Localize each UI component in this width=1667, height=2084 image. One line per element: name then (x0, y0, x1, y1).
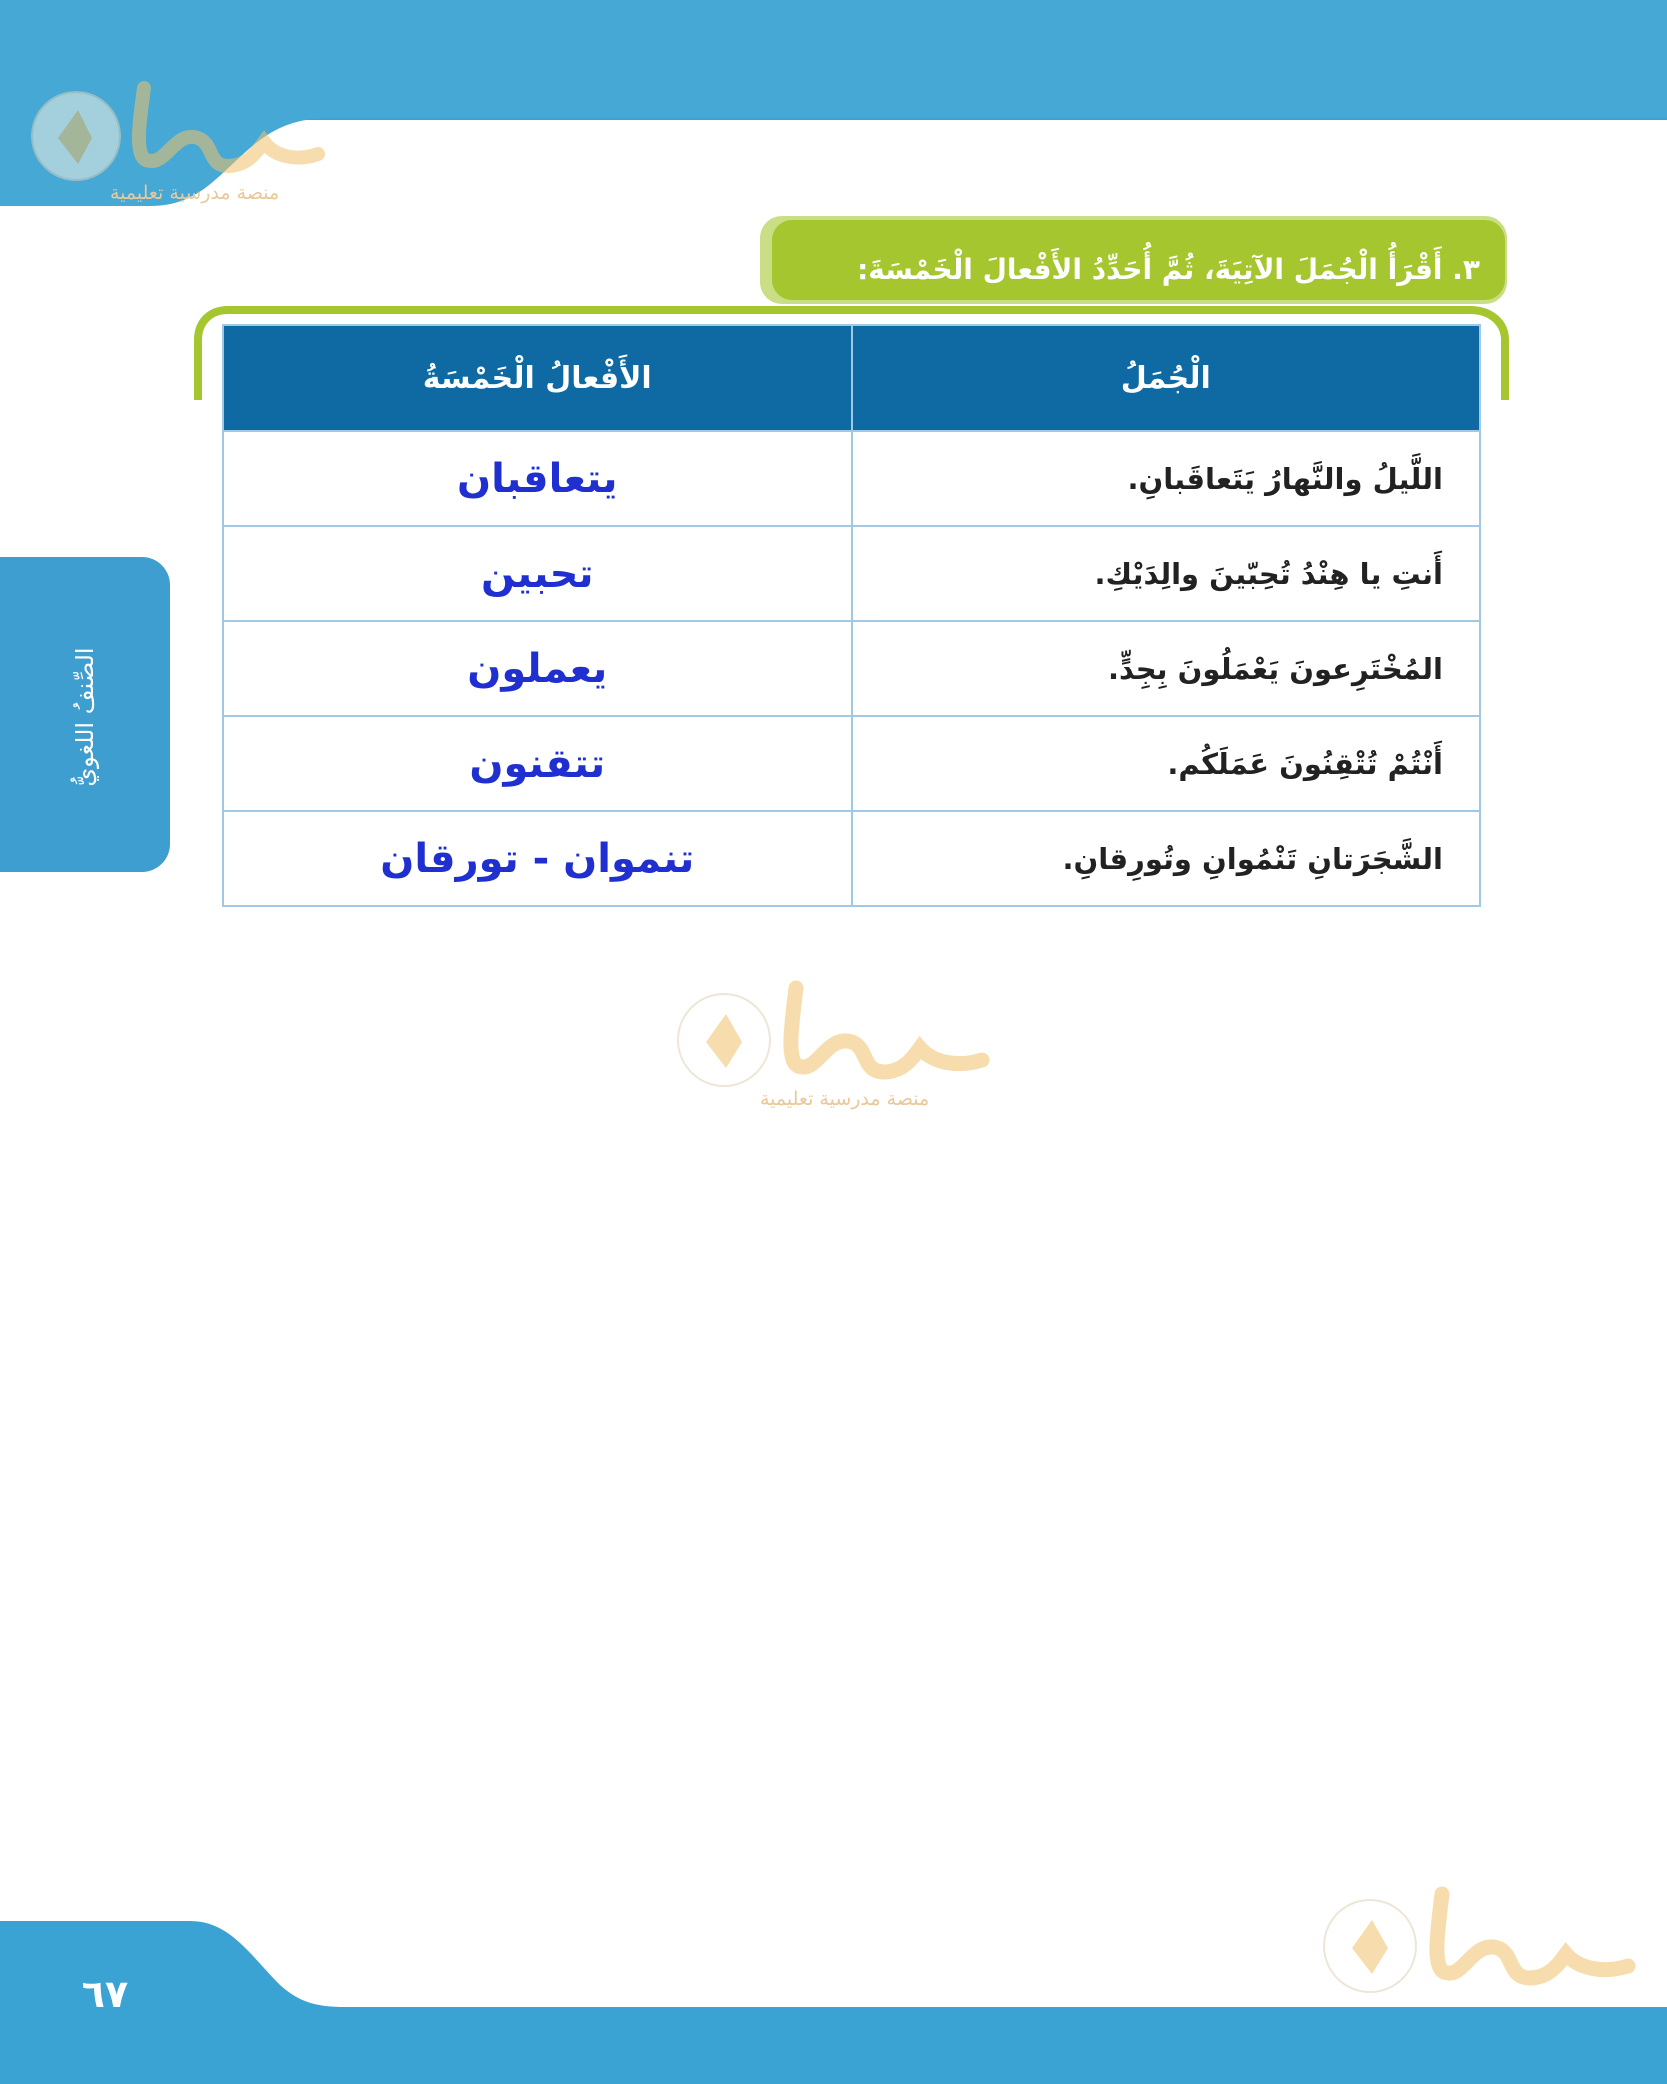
table-row (223, 621, 1480, 716)
sentence-cell: أَنتِ يا هِنْدُ تُحِبّينَ والِدَيْكِ. (852, 526, 1481, 621)
watermark-tagline: منصة مدرسية تعليمية (110, 182, 280, 204)
hululul-logo-icon (28, 68, 328, 188)
exercise-table (222, 324, 1481, 907)
question-title: ٣. أَقْرَأُ الْجُمَلَ الآتِيَةَ، ثُمَّ أُحَدِّدُ الأَفْعالَ الْخَمْسَةَ: (857, 253, 1480, 286)
page-number: ٦٧ (81, 1972, 129, 2016)
column-header-sentences: الْجُمَلُ (852, 325, 1481, 431)
sentence-cell: أَنْتُمْ تُتْقِنُونَ عَمَلَكُم. (852, 716, 1481, 811)
watermark-tagline: منصة مدرسية تعليمية (760, 1088, 930, 1110)
column-header-five-verbs: الأَفْعالُ الْخَمْسَةُ (223, 325, 852, 431)
side-tab-label: الصِّنفُ اللغويُّ (71, 647, 99, 787)
sentence-cell: الشَّجَرَتانِ تَنْمُوانِ وتُورِقانِ. (852, 811, 1481, 906)
sentence-cell: اللَّيلُ والنَّهارُ يَتَعاقَبانِ. (852, 431, 1481, 526)
hululul-logo-icon (672, 968, 992, 1108)
side-tab (0, 557, 170, 872)
answer-cell: تتقنون (223, 716, 852, 811)
table-row (223, 526, 1480, 621)
answer-cell: تنموان - تورقان (223, 811, 852, 906)
answer-cell: يعملون (223, 621, 852, 716)
table-row (223, 716, 1480, 811)
table-row (223, 811, 1480, 906)
sentence-cell: المُخْتَرِعونَ يَعْمَلُونَ بِجِدٍّ. (852, 621, 1481, 716)
answer-cell: تحبين (223, 526, 852, 621)
table-row (223, 431, 1480, 526)
bottom-band (0, 1915, 1667, 2084)
answer-cell: يتعاقبان (223, 431, 852, 526)
table-header-row (223, 325, 1480, 431)
